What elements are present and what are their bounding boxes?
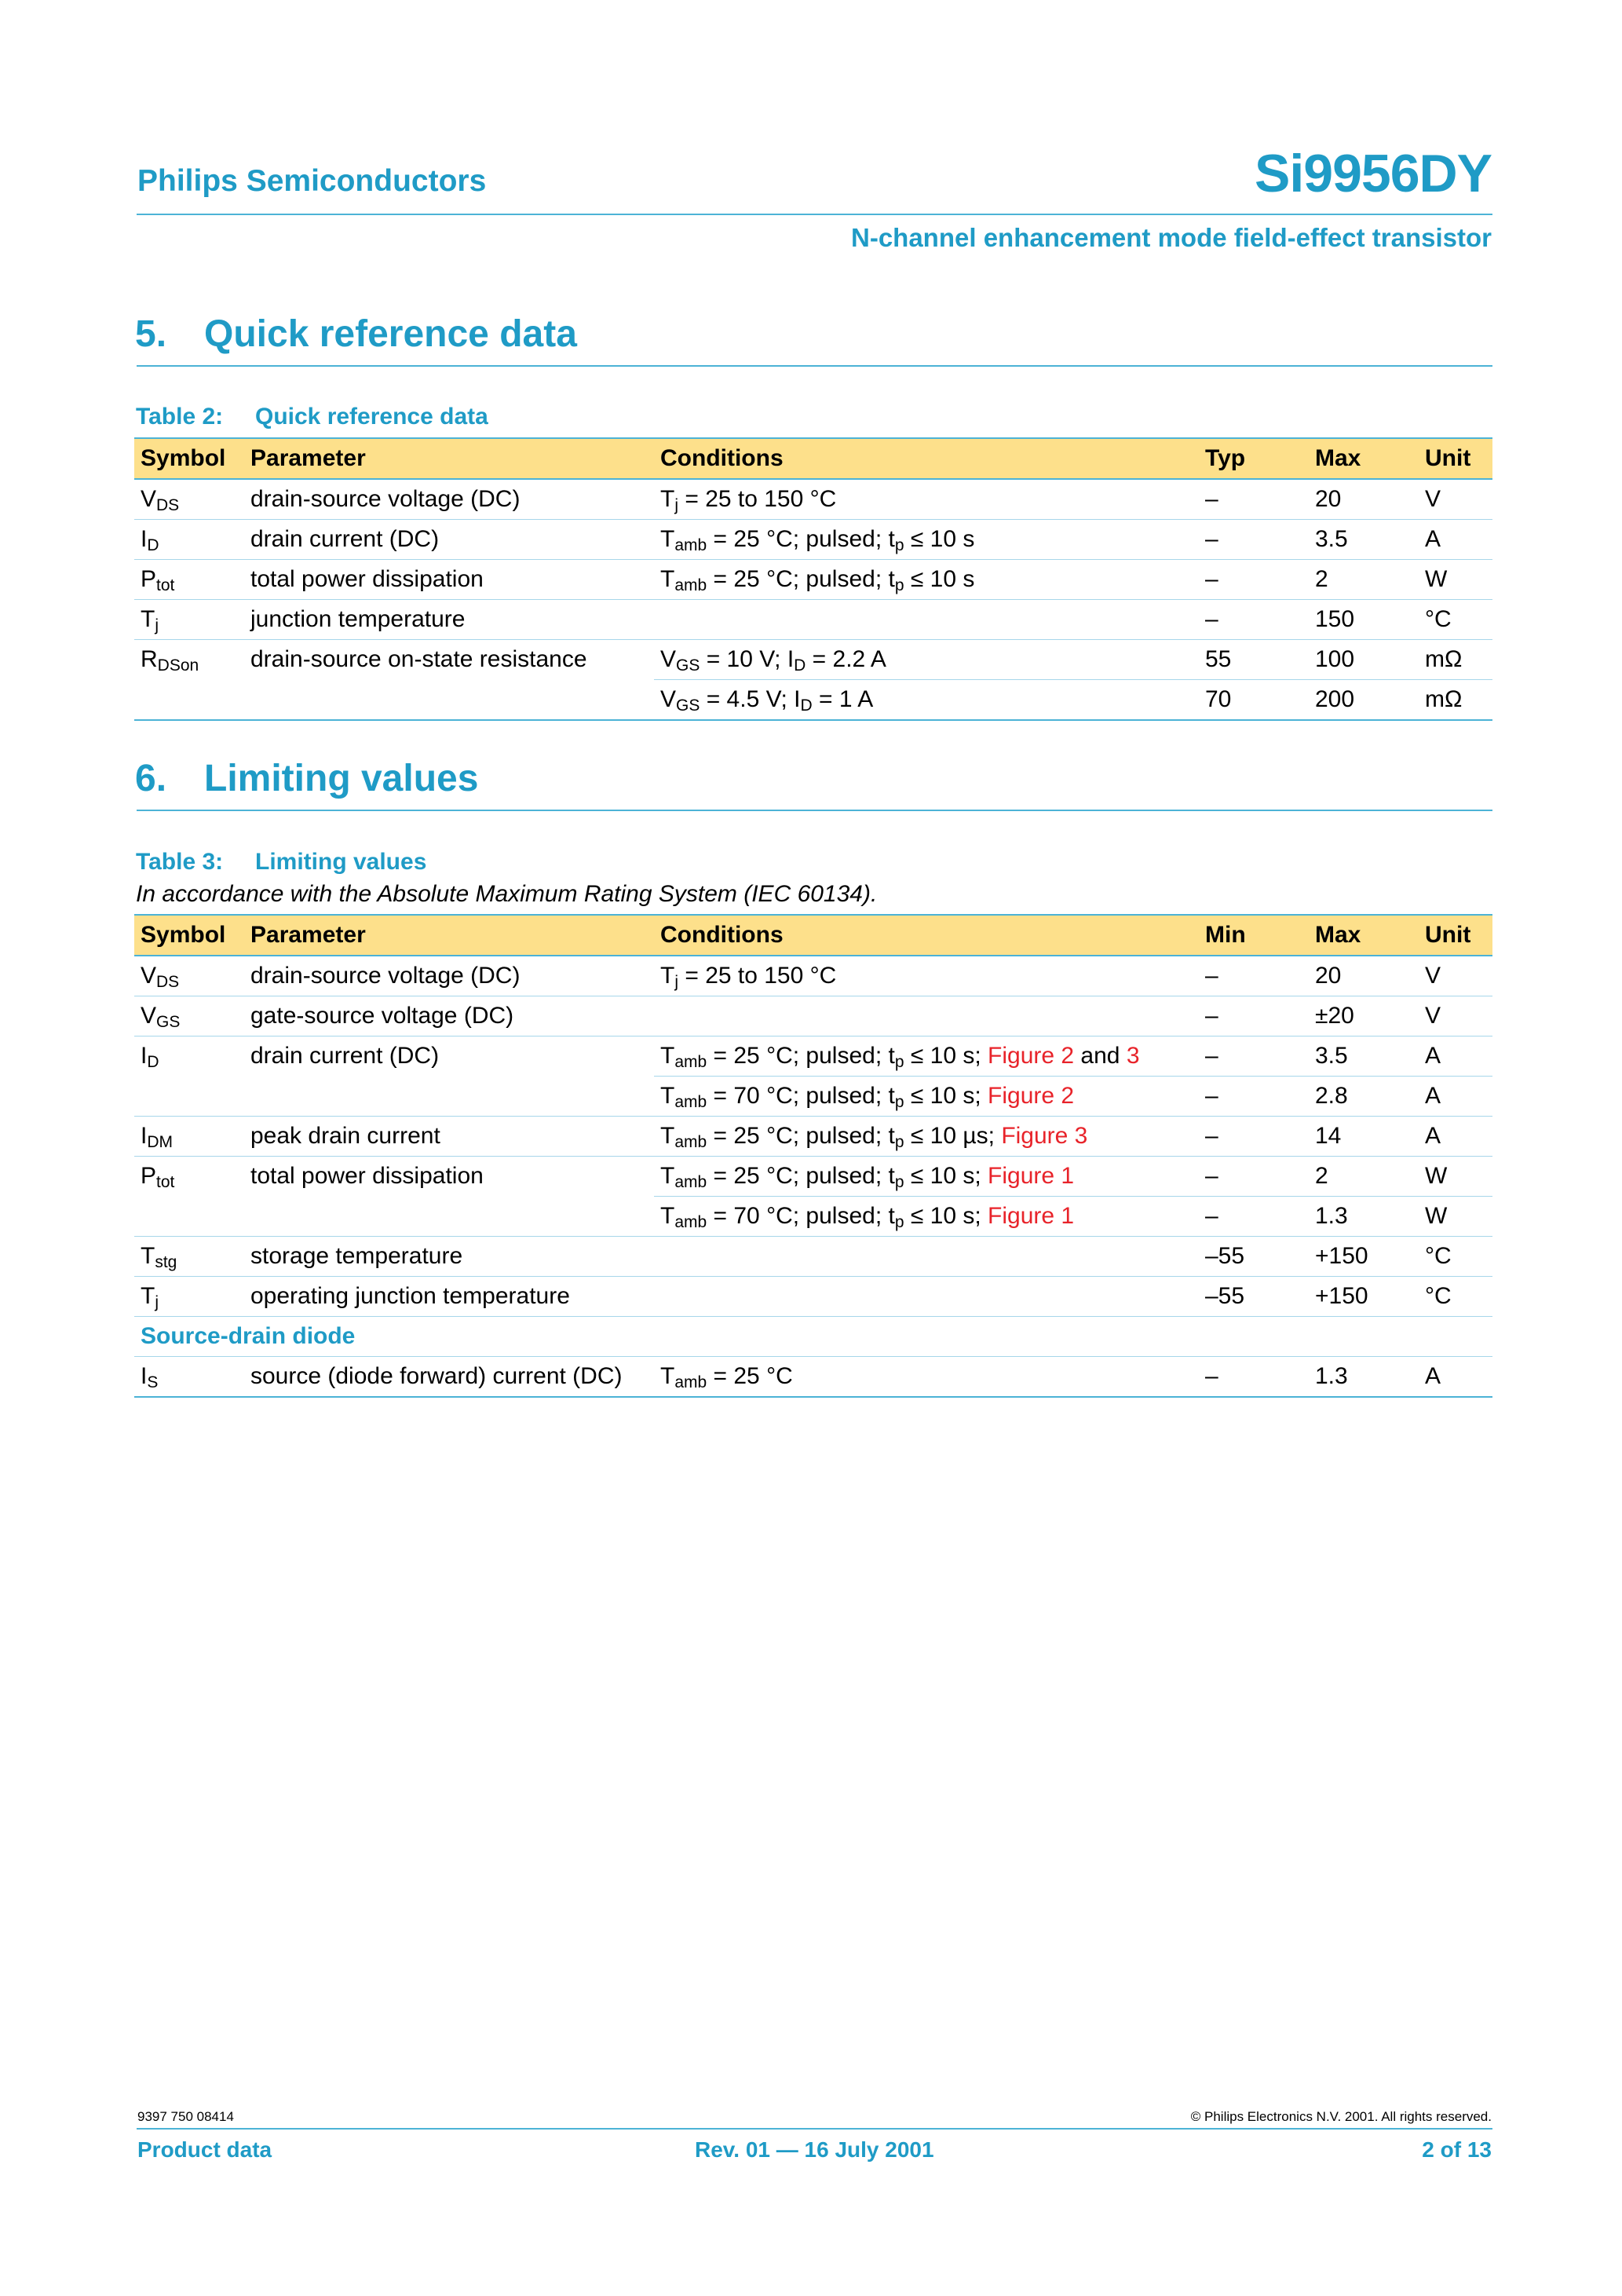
col-header-conditions: Conditions [654, 438, 1199, 479]
conditions-cell [654, 600, 1199, 640]
min-cell: – [1199, 956, 1309, 996]
col-header-min: Min [1199, 915, 1309, 956]
figure-link[interactable]: Figure 1 [988, 1203, 1075, 1229]
symbol-subscript: DSon [157, 656, 199, 675]
conditions-cell [654, 996, 1199, 1036]
parameter-cell: total power dissipation [250, 1163, 484, 1190]
conditions-subscript: p [894, 1213, 904, 1231]
conditions-cell: $V_{GS} = 10$ V; $I_D = 2.2$ A [654, 640, 1199, 680]
conditions-cell: $T_{amb} = 25$ °C [654, 1357, 1199, 1398]
max-cell: +150 [1309, 1237, 1419, 1277]
conditions-subscript: D [794, 656, 806, 675]
col-header-symbol: Symbol [134, 438, 244, 479]
symbol-cell: $T_{stg}$ [134, 1237, 244, 1277]
typ-cell: – [1199, 520, 1309, 560]
max-cell: 100 [1309, 640, 1419, 680]
symbol-cell: $V_{DS}$ [134, 956, 244, 996]
conditions-subscript: j [674, 496, 678, 514]
typ-cell: – [1199, 479, 1309, 520]
min-cell: –55 [1199, 1277, 1309, 1317]
copyright-notice: © Philips Electronics N.V. 2001. All rights reserved. [1190, 2109, 1492, 2124]
symbol-subscript: DM [147, 1133, 174, 1151]
conditions-subscript: GS [676, 656, 700, 675]
conditions-cell: $T_{amb} = 70$ °C; pulsed; $t_p \le 10$ s; Figure 1 [654, 1197, 1199, 1237]
table-row [134, 640, 1492, 680]
min-cell: – [1199, 1036, 1309, 1077]
parameter-cell: source (diode forward) current (DC) [244, 1357, 654, 1398]
parameter-cell: drain-source voltage (DC) [244, 956, 654, 996]
table-row [134, 600, 1492, 640]
unit-cell: V [1419, 479, 1492, 520]
unit-cell: A [1419, 520, 1492, 560]
min-cell: – [1199, 1077, 1309, 1117]
symbol-subscript: DS [156, 973, 180, 991]
conditions-subscript: p [894, 536, 904, 554]
max-cell: 1.3 [1309, 1197, 1419, 1237]
table-row [134, 1036, 1492, 1077]
conditions-cell: $T_{amb} = 70$ °C; pulsed; $t_p \le 10$ s; Figure 2 [654, 1077, 1199, 1117]
table-3-caption [136, 849, 426, 876]
section-5-heading [135, 313, 577, 356]
figure-link[interactable]: 3 [1126, 1043, 1140, 1069]
max-cell: 14 [1309, 1117, 1419, 1157]
table-3-label: Table 3: [136, 849, 224, 875]
conditions-subscript: amb [674, 576, 707, 594]
unit-cell: A [1419, 1036, 1492, 1077]
min-cell: – [1199, 1197, 1309, 1237]
max-cell: ±20 [1309, 996, 1419, 1036]
conditions-subscript: amb [674, 1093, 707, 1111]
max-cell: 2 [1309, 1157, 1419, 1197]
conditions-subscript: p [894, 576, 904, 594]
min-cell: – [1199, 1117, 1309, 1157]
col-header-symbol: Symbol [134, 915, 244, 956]
parameter-cell: drain-source voltage (DC) [244, 479, 654, 520]
table-2-label: Table 2: [136, 404, 224, 430]
symbol-cell: $T_j$ [134, 1277, 244, 1317]
symbol-subscript: DS [156, 496, 180, 514]
unit-cell: A [1419, 1117, 1492, 1157]
unit-cell: mΩ [1419, 680, 1492, 721]
table-header-row [134, 915, 1492, 956]
section-5-title: Quick reference data [204, 313, 577, 355]
col-header-max: Max [1309, 438, 1419, 479]
unit-cell: mΩ [1419, 640, 1492, 680]
typ-cell: – [1199, 600, 1309, 640]
symbol-subscript: j [155, 1293, 159, 1311]
max-cell: 200 [1309, 680, 1419, 721]
revision-date: Rev. 01 — 16 July 2001 [695, 2137, 934, 2162]
conditions-cell: $T_{amb} = 25$ °C; pulsed; $t_p \le 10$ µs; Figure 3 [654, 1117, 1199, 1157]
table-row [134, 680, 1492, 721]
parameter-cell: storage temperature [244, 1237, 654, 1277]
page-number: 2 of 13 [1422, 2137, 1492, 2162]
max-cell: 20 [1309, 956, 1419, 996]
min-cell: – [1199, 1157, 1309, 1197]
parameter-cell: drain current (DC) [250, 1043, 440, 1069]
symbol-subscript: stg [155, 1253, 177, 1271]
symbol-cell: $I_D$ [134, 520, 244, 560]
max-cell: +150 [1309, 1277, 1419, 1317]
conditions-cell: $T_j = 25$ to 150 °C [654, 479, 1199, 520]
symbol-cell: $P_{tot}$ [134, 560, 244, 600]
symbol-subscript: S [147, 1373, 159, 1391]
symbol-cell [134, 1197, 244, 1237]
table-row [134, 1357, 1492, 1398]
conditions-subscript: p [894, 1093, 904, 1111]
table-2-caption [136, 404, 488, 430]
symbol-cell: $T_j$ [134, 600, 244, 640]
conditions-cell: $T_{amb} = 25$ °C; pulsed; $t_p \le 10$ s [654, 560, 1199, 600]
parameter-cell: drain current (DC) [244, 520, 654, 560]
quick-reference-table [134, 437, 1492, 721]
document-number: 9397 750 08414 [137, 2109, 234, 2124]
conditions-subscript: amb [674, 1173, 707, 1191]
symbol-cell: $I_{DM}$ [134, 1117, 244, 1157]
symbol-subscript: GS [156, 1013, 181, 1031]
conditions-cell: $T_{amb} = 25$ °C; pulsed; $t_p \le 10$ s [654, 520, 1199, 560]
symbol-cell: $V_{DS}$ [134, 479, 244, 520]
max-cell: 1.3 [1309, 1357, 1419, 1398]
parameter-cell: total power dissipation [244, 560, 654, 600]
conditions-cell: $T_{amb} = 25$ °C; pulsed; $t_p \le 10$ s; Figure 1 [654, 1157, 1199, 1197]
symbol-cell: $R_{DSon}$ [141, 646, 199, 675]
col-header-parameter: Parameter [244, 438, 654, 479]
conditions-cell [654, 1277, 1199, 1317]
table-row [134, 1317, 1492, 1357]
unit-cell: W [1419, 1157, 1492, 1197]
symbol-cell: $I_S$ [134, 1357, 244, 1398]
table-row [134, 1197, 1492, 1237]
unit-cell: W [1419, 560, 1492, 600]
symbol-cell [134, 680, 244, 721]
min-cell: – [1199, 1357, 1309, 1398]
conditions-subscript: j [674, 973, 678, 991]
conditions-subscript: GS [676, 696, 700, 715]
unit-cell: V [1419, 956, 1492, 996]
parameter-cell [244, 1077, 654, 1117]
conditions-subscript: amb [674, 536, 707, 554]
figure-link[interactable]: Figure 2 [988, 1043, 1075, 1069]
max-cell: 150 [1309, 600, 1419, 640]
conditions-subscript: amb [674, 1133, 707, 1151]
parameter-cell: gate-source voltage (DC) [244, 996, 654, 1036]
quick-reference-table-body [134, 479, 1492, 720]
unit-cell: °C [1419, 1237, 1492, 1277]
figure-link[interactable]: Figure 3 [1001, 1123, 1088, 1149]
symbol-cell: $V_{GS}$ [134, 996, 244, 1036]
figure-link[interactable]: Figure 2 [988, 1083, 1075, 1109]
table-2-title: Quick reference data [255, 404, 488, 430]
symbol-subscript: j [155, 616, 159, 634]
table-row [134, 1157, 1492, 1197]
unit-cell: A [1419, 1077, 1492, 1117]
table-subheading: Source-drain diode [134, 1317, 1492, 1357]
symbol-cell: $P_{tot}$ [141, 1163, 175, 1192]
conditions-cell: $V_{GS} = 4.5$ V; $I_D = 1$ A [654, 680, 1199, 721]
conditions-cell: $T_{amb} = 25$ °C; pulsed; $t_p \le 10$ s; Figure 2 and 3 [654, 1036, 1199, 1077]
conditions-subscript: amb [674, 1213, 707, 1231]
col-header-typ: Typ [1199, 438, 1309, 479]
min-cell: –55 [1199, 1237, 1309, 1277]
conditions-subscript: p [894, 1173, 904, 1191]
col-header-unit: Unit [1419, 915, 1492, 956]
unit-cell: W [1419, 1197, 1492, 1237]
col-header-unit: Unit [1419, 438, 1492, 479]
max-cell: 20 [1309, 479, 1419, 520]
conditions-cell: $T_j = 25$ to 150 °C [654, 956, 1199, 996]
unit-cell: A [1419, 1357, 1492, 1398]
section-6-number: 6. [135, 758, 167, 799]
conditions-cell [654, 1237, 1199, 1277]
document-subtitle: N-channel enhancement mode field-effect transistor [851, 223, 1492, 252]
table-row [134, 520, 1492, 560]
col-header-conditions: Conditions [654, 915, 1199, 956]
limiting-values-table [134, 914, 1492, 1398]
parameter-cell: drain-source on-state resistance [250, 646, 587, 673]
table-row [134, 479, 1492, 520]
typ-cell: – [1199, 560, 1309, 600]
table-row [134, 1277, 1492, 1317]
col-header-max: Max [1309, 915, 1419, 956]
symbol-subscript: tot [156, 1173, 175, 1192]
conditions-subscript: p [894, 1133, 904, 1151]
max-cell: 3.5 [1309, 520, 1419, 560]
parameter-cell: operating junction temperature [244, 1277, 654, 1317]
table-row [134, 996, 1492, 1036]
section-6-title: Limiting values [204, 758, 479, 799]
symbol-subscript: tot [156, 576, 175, 594]
company-name: Philips Semiconductors [137, 164, 487, 198]
table-3-note: In accordance with the Absolute Maximum Rating System (IEC 60134). [136, 881, 878, 907]
max-cell: 2.8 [1309, 1077, 1419, 1117]
document-status: Product data [137, 2137, 272, 2162]
section-5-number: 5. [135, 313, 167, 355]
table-3-title: Limiting values [255, 849, 427, 875]
unit-cell: V [1419, 996, 1492, 1036]
parameter-cell [244, 680, 654, 721]
table-row [134, 1077, 1492, 1117]
table-row [134, 1237, 1492, 1277]
symbol-cell: $I_D$ [141, 1043, 159, 1072]
conditions-subscript: p [894, 1053, 904, 1071]
typ-cell: 55 [1199, 640, 1309, 680]
footer-rule [137, 2128, 1492, 2130]
symbol-cell [134, 1077, 244, 1117]
symbol-subscript: D [147, 1053, 159, 1072]
part-number: Si9956DY [1255, 144, 1492, 203]
limiting-values-table-body [134, 956, 1492, 1397]
table-row [134, 560, 1492, 600]
header-rule [137, 214, 1492, 215]
table-row [134, 956, 1492, 996]
min-cell: – [1199, 996, 1309, 1036]
table-header-row [134, 438, 1492, 479]
section-5-rule [137, 365, 1492, 367]
parameter-cell [244, 1197, 654, 1237]
col-header-parameter: Parameter [244, 915, 654, 956]
section-6-rule [137, 810, 1492, 811]
section-6-heading [135, 757, 478, 800]
unit-cell: °C [1419, 1277, 1492, 1317]
max-cell: 2 [1309, 560, 1419, 600]
conditions-subscript: amb [674, 1053, 707, 1071]
parameter-cell: peak drain current [244, 1117, 654, 1157]
typ-cell: 70 [1199, 680, 1309, 721]
conditions-subscript: D [800, 696, 813, 715]
table-row [134, 1117, 1492, 1157]
conditions-subscript: amb [674, 1373, 707, 1391]
unit-cell: °C [1419, 600, 1492, 640]
parameter-cell: junction temperature [244, 600, 654, 640]
symbol-subscript: D [147, 536, 159, 554]
max-cell: 3.5 [1309, 1036, 1419, 1077]
figure-link[interactable]: Figure 1 [988, 1163, 1075, 1189]
